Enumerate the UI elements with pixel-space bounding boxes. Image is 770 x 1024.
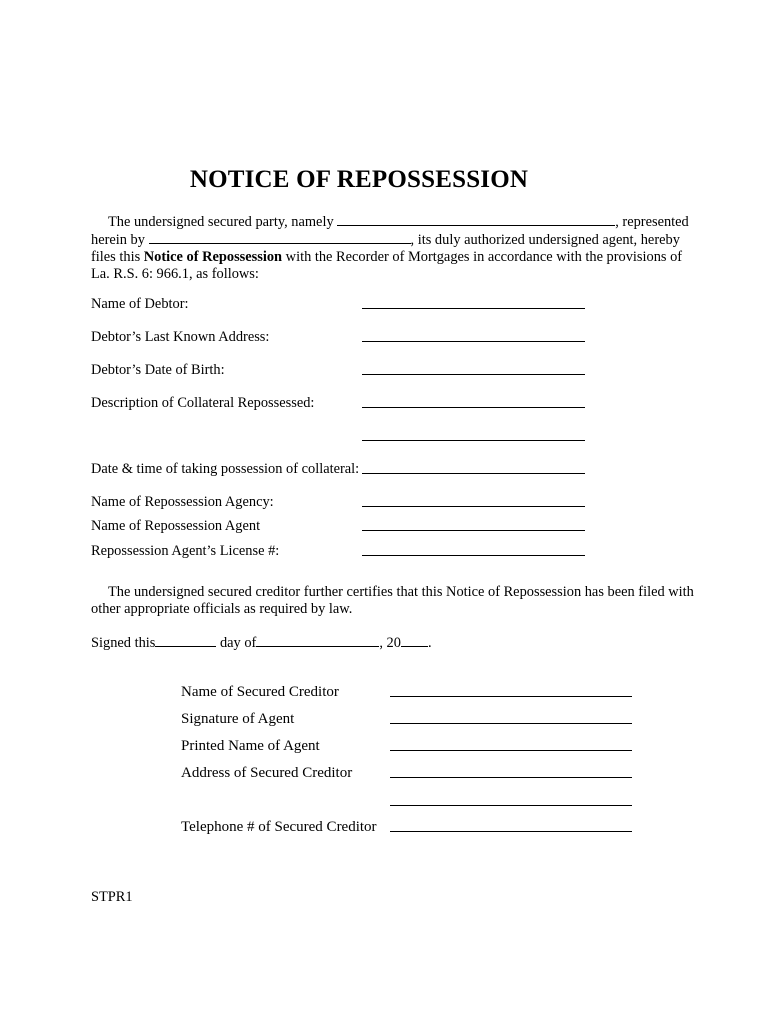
sig-label-agent-printed-name: Printed Name of Agent [181, 738, 320, 754]
document-title: NOTICE OF REPOSSESSION [189, 166, 529, 193]
certification-paragraph [91, 584, 694, 618]
field-label-agent-license: Repossession Agent’s License #: [91, 543, 280, 559]
agent-name-blank[interactable] [149, 231, 411, 244]
certification-line-1: The undersigned secured creditor further certifies that this Notice of Repossession has been filed with [108, 584, 694, 600]
intro-line-1: The undersigned secured party, namely , represented [108, 214, 689, 230]
intro-paragraph [91, 213, 689, 283]
possession-datetime-line[interactable] [362, 473, 585, 474]
debtor-address-line[interactable] [362, 341, 585, 342]
agent-signature-line[interactable] [390, 723, 632, 724]
field-label-agency-name: Name of Repossession Agency: [91, 494, 274, 510]
debtor-name-line[interactable] [362, 308, 585, 309]
sig-label-agent-signature: Signature of Agent [181, 711, 295, 727]
creditor-address-line-1[interactable] [390, 777, 632, 778]
collateral-description-line-2[interactable] [362, 440, 585, 441]
sig-label-creditor-name: Name of Secured Creditor [181, 684, 339, 700]
field-label-debtor-dob: Debtor’s Date of Birth: [91, 362, 225, 378]
signed-year-blank[interactable] [401, 634, 428, 647]
creditor-telephone-line[interactable] [390, 831, 632, 832]
creditor-address-line-2[interactable] [390, 805, 632, 806]
sig-label-creditor-telephone: Telephone # of Secured Creditor [181, 819, 377, 835]
field-label-agent-name: Name of Repossession Agent [91, 518, 261, 534]
field-label-collateral-description: Description of Collateral Repossessed: [91, 395, 315, 411]
field-label-possession-datetime: Date & time of taking possession of collateral: [91, 461, 360, 477]
intro-line-4: La. R.S. 6: 966.1, as follows: [91, 266, 259, 282]
agent-printed-name-line[interactable] [390, 750, 632, 751]
signed-month-blank[interactable] [256, 634, 379, 647]
creditor-name-line[interactable] [390, 696, 632, 697]
secured-party-name-blank[interactable] [337, 213, 615, 226]
field-label-debtor-name: Name of Debtor: [91, 296, 189, 312]
agency-name-line[interactable] [362, 506, 585, 507]
debtor-dob-line[interactable] [362, 374, 585, 375]
intro-line-3: files this Notice of Repossession with the Recorder of Mortgages in accordance with the provisions of [91, 249, 683, 265]
agent-name-line[interactable] [362, 530, 585, 531]
signed-day-blank[interactable] [155, 634, 216, 647]
intro-line-2: herein by , its duly authorized undersigned agent, hereby [91, 232, 680, 248]
signed-date-line: Signed this day of , 20 . [91, 635, 432, 651]
agent-license-line[interactable] [362, 555, 585, 556]
field-label-debtor-address: Debtor’s Last Known Address: [91, 329, 270, 345]
sig-label-creditor-address: Address of Secured Creditor [181, 765, 353, 781]
certification-line-2: other appropriate officials as required by law. [91, 601, 353, 617]
form-code: STPR1 [91, 889, 133, 905]
collateral-description-line-1[interactable] [362, 407, 585, 408]
